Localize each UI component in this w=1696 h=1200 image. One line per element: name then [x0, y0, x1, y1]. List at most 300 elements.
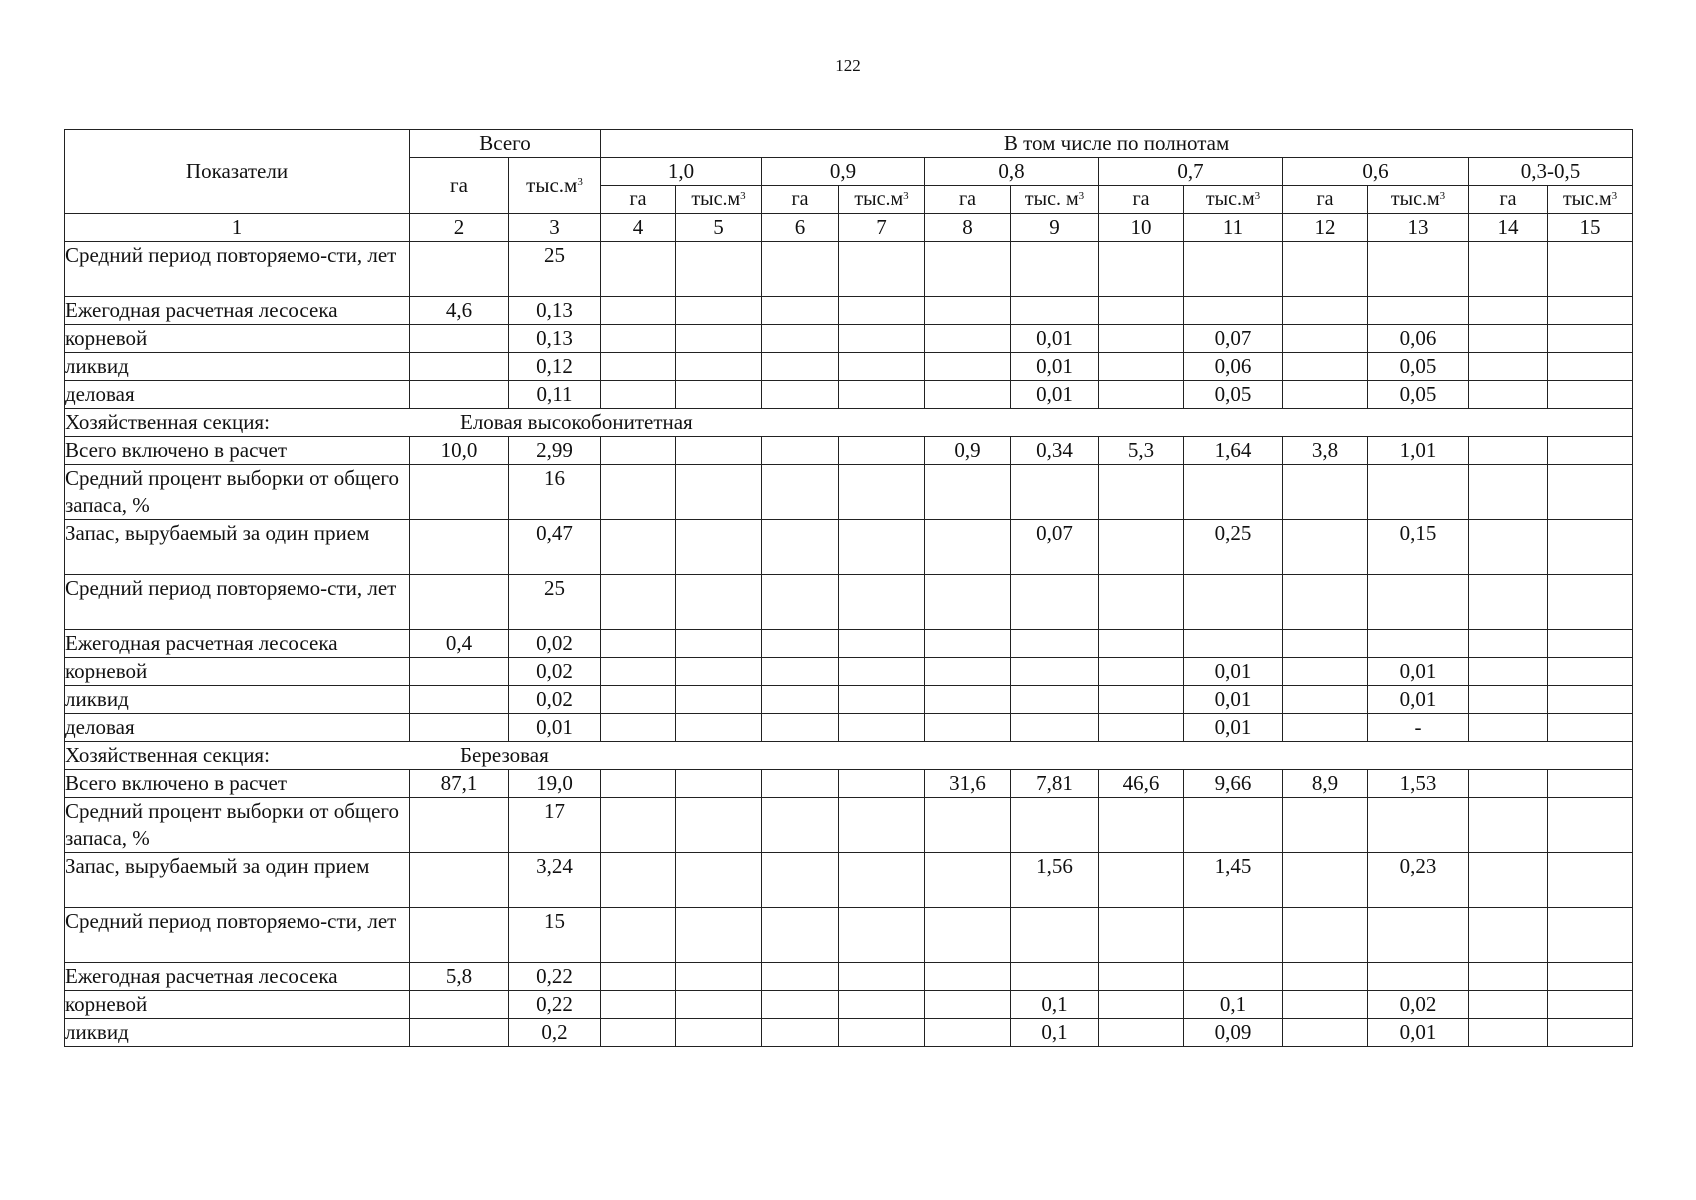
row-label: Запас, вырубаемый за один прием	[65, 853, 410, 908]
table-cell	[925, 520, 1011, 575]
table-cell	[410, 853, 509, 908]
table-cell: 0,01	[1011, 353, 1099, 381]
table-cell	[762, 658, 839, 686]
section-cell	[65, 409, 1633, 437]
table-row	[65, 963, 1633, 991]
table-cell	[1548, 297, 1633, 325]
row-label: ликвид	[65, 1019, 410, 1047]
table-cell: 1,01	[1368, 437, 1469, 465]
table-cell	[676, 353, 762, 381]
table-row	[65, 520, 1633, 575]
table-cell	[1099, 353, 1184, 381]
table-cell	[410, 520, 509, 575]
table-cell	[925, 798, 1011, 853]
subheader-volume: $тыс.м^3$	[1184, 186, 1283, 214]
table-cell: 8,9	[1283, 770, 1368, 798]
table-cell: 0,9	[925, 437, 1011, 465]
table-cell	[839, 853, 925, 908]
table-cell: 3,24	[509, 853, 601, 908]
table-cell	[1099, 575, 1184, 630]
table-cell	[1368, 575, 1469, 630]
table-cell	[1469, 297, 1548, 325]
table-cell	[1011, 686, 1099, 714]
table-cell	[1548, 1019, 1633, 1047]
table-cell	[1099, 242, 1184, 297]
table-cell	[1548, 575, 1633, 630]
table-cell	[1283, 520, 1368, 575]
table-cell	[1469, 520, 1548, 575]
column-number: 15	[1548, 214, 1633, 242]
table-cell	[1368, 798, 1469, 853]
table-cell	[1469, 1019, 1548, 1047]
table-cell	[925, 630, 1011, 658]
row-label: ликвид	[65, 686, 410, 714]
table-cell: 19,0	[509, 770, 601, 798]
table-cell	[1548, 658, 1633, 686]
table-cell	[601, 381, 676, 409]
table-cell	[676, 686, 762, 714]
table-cell	[925, 575, 1011, 630]
table-cell	[925, 242, 1011, 297]
row-label: Ежегодная расчетная лесосека	[65, 630, 410, 658]
table-cell	[1469, 798, 1548, 853]
table-cell: 0,15	[1368, 520, 1469, 575]
table-cell	[1548, 853, 1633, 908]
table-cell	[1548, 714, 1633, 742]
table-cell	[762, 963, 839, 991]
table-cell	[839, 325, 925, 353]
table-cell	[925, 353, 1011, 381]
row-label: Ежегодная расчетная лесосека	[65, 297, 410, 325]
table-cell	[1011, 714, 1099, 742]
table-cell	[601, 325, 676, 353]
subheader-ha: га	[1099, 186, 1184, 214]
table-cell: 25	[509, 575, 601, 630]
header-total-volume: $тыс.м^3$	[509, 158, 601, 214]
table-row	[65, 242, 1633, 297]
table-cell	[1184, 630, 1283, 658]
table-cell	[676, 465, 762, 520]
table-cell: 7,81	[1011, 770, 1099, 798]
table-cell	[1548, 520, 1633, 575]
table-cell	[601, 770, 676, 798]
table-cell	[676, 575, 762, 630]
subheader-ha: га	[1469, 186, 1548, 214]
table-cell: 16	[509, 465, 601, 520]
table-row	[65, 853, 1633, 908]
header-density-4: 0,7	[1099, 158, 1283, 186]
table-cell: 0,05	[1368, 381, 1469, 409]
table-row	[65, 770, 1633, 798]
table-cell: 1,53	[1368, 770, 1469, 798]
table-cell: 87,1	[410, 770, 509, 798]
table-cell	[762, 381, 839, 409]
table-cell	[410, 465, 509, 520]
table-cell	[1283, 381, 1368, 409]
header-total: Всего	[410, 130, 601, 158]
table-cell	[601, 686, 676, 714]
table-cell	[1283, 630, 1368, 658]
table-cell: 0,07	[1011, 520, 1099, 575]
table-cell	[676, 853, 762, 908]
table-cell	[925, 714, 1011, 742]
table-cell	[410, 242, 509, 297]
table-cell	[839, 658, 925, 686]
table-cell	[1548, 908, 1633, 963]
column-number: 14	[1469, 214, 1548, 242]
table-cell	[1469, 465, 1548, 520]
column-number: 1	[65, 214, 410, 242]
page-number: 122	[835, 56, 861, 75]
column-number: 5	[676, 214, 762, 242]
table-cell: 25	[509, 242, 601, 297]
table-row	[65, 798, 1633, 853]
table-row	[65, 297, 1633, 325]
subheader-ha: га	[762, 186, 839, 214]
table-cell	[762, 242, 839, 297]
row-label: Всего включено в расчет	[65, 437, 410, 465]
table-cell	[601, 853, 676, 908]
table-cell	[1283, 714, 1368, 742]
section-name: Еловая высокобонитетная	[460, 410, 693, 434]
header-by-density: В том числе по полнотам	[601, 130, 1633, 158]
table-cell	[1011, 908, 1099, 963]
column-number: 2	[410, 214, 509, 242]
table-cell	[410, 714, 509, 742]
table-cell: 0,01	[1184, 714, 1283, 742]
header-density-6: 0,3-0,5	[1469, 158, 1633, 186]
table-cell	[1184, 908, 1283, 963]
table-cell	[839, 991, 925, 1019]
table-cell	[1099, 798, 1184, 853]
subheader-volume: $тыс.м^3$	[1368, 186, 1469, 214]
table-cell	[1548, 798, 1633, 853]
table-cell	[601, 658, 676, 686]
table-cell	[1011, 297, 1099, 325]
table-cell	[676, 242, 762, 297]
table-cell	[676, 630, 762, 658]
table-cell	[839, 353, 925, 381]
row-label: Ежегодная расчетная лесосека	[65, 963, 410, 991]
table-cell	[1469, 908, 1548, 963]
section-label: Хозяйственная секция:	[65, 410, 270, 434]
table-cell	[1099, 520, 1184, 575]
table-cell	[839, 465, 925, 520]
table-cell	[925, 991, 1011, 1019]
table-cell	[1469, 630, 1548, 658]
table-cell	[925, 853, 1011, 908]
table-cell	[1469, 381, 1548, 409]
table-cell	[1548, 963, 1633, 991]
table-cell	[925, 908, 1011, 963]
table-cell	[1099, 963, 1184, 991]
table-cell	[676, 1019, 762, 1047]
column-number: 8	[925, 214, 1011, 242]
subheader-volume: $тыс.м^3$	[676, 186, 762, 214]
table-cell: 0,47	[509, 520, 601, 575]
table-cell	[1548, 770, 1633, 798]
header-total-ha: га	[410, 158, 509, 214]
table-cell	[1283, 658, 1368, 686]
table-cell	[1283, 853, 1368, 908]
table-cell: 0,01	[1368, 1019, 1469, 1047]
table-cell	[1099, 658, 1184, 686]
table-cell	[676, 437, 762, 465]
row-label: корневой	[65, 658, 410, 686]
column-number: 4	[601, 214, 676, 242]
table-cell: 0,1	[1011, 1019, 1099, 1047]
table-cell	[762, 714, 839, 742]
table-cell: 1,45	[1184, 853, 1283, 908]
table-cell	[762, 991, 839, 1019]
table-cell	[762, 770, 839, 798]
table-cell	[676, 297, 762, 325]
table-cell	[601, 714, 676, 742]
table-cell	[762, 353, 839, 381]
table-cell	[1283, 686, 1368, 714]
header-density-1: 1,0	[601, 158, 762, 186]
table-cell	[762, 686, 839, 714]
row-label: деловая	[65, 714, 410, 742]
table-row	[65, 630, 1633, 658]
column-number: 10	[1099, 214, 1184, 242]
table-cell	[410, 908, 509, 963]
table-cell	[839, 770, 925, 798]
table-cell	[839, 686, 925, 714]
table-cell	[676, 714, 762, 742]
table-cell: 0,07	[1184, 325, 1283, 353]
table-cell: 0,12	[509, 353, 601, 381]
table-cell	[410, 381, 509, 409]
table-cell	[925, 381, 1011, 409]
table-cell	[839, 714, 925, 742]
row-label: Средний период повторяемо-сти, лет	[65, 575, 410, 630]
table-cell: -	[1368, 714, 1469, 742]
table-cell: 0,06	[1368, 325, 1469, 353]
row-label: ликвид	[65, 353, 410, 381]
table-cell	[410, 658, 509, 686]
table-cell: 0,2	[509, 1019, 601, 1047]
table-cell: 5,8	[410, 963, 509, 991]
table-cell	[601, 798, 676, 853]
table-cell	[601, 242, 676, 297]
table-cell	[1283, 908, 1368, 963]
table-cell	[410, 1019, 509, 1047]
table-cell	[410, 353, 509, 381]
table-cell	[839, 242, 925, 297]
column-number: 12	[1283, 214, 1368, 242]
subheader-ha: га	[925, 186, 1011, 214]
table-cell	[1548, 325, 1633, 353]
table-cell: 17	[509, 798, 601, 853]
table-cell	[676, 963, 762, 991]
table-row	[65, 658, 1633, 686]
table-cell	[601, 908, 676, 963]
table-cell: 0,01	[1011, 325, 1099, 353]
section-row	[65, 409, 1633, 437]
table-cell	[1283, 242, 1368, 297]
table-cell	[839, 630, 925, 658]
table-cell	[1368, 242, 1469, 297]
table-cell	[1548, 242, 1633, 297]
table-cell	[1011, 630, 1099, 658]
table-cell	[1099, 908, 1184, 963]
table-cell	[601, 630, 676, 658]
table-cell	[762, 437, 839, 465]
table-cell: 0,01	[1368, 658, 1469, 686]
section-name: Березовая	[460, 743, 549, 767]
table-cell: 3,8	[1283, 437, 1368, 465]
table-cell	[1469, 686, 1548, 714]
table-cell	[676, 991, 762, 1019]
table-cell: 0,4	[410, 630, 509, 658]
section-cell	[65, 742, 1633, 770]
header-density-5: 0,6	[1283, 158, 1469, 186]
table-cell	[1184, 575, 1283, 630]
table-cell	[410, 575, 509, 630]
table-cell	[1283, 963, 1368, 991]
table-cell	[601, 575, 676, 630]
table-cell	[839, 520, 925, 575]
header-indicators: Показатели	[65, 130, 410, 214]
table-row	[65, 325, 1633, 353]
header-density-2: 0,9	[762, 158, 925, 186]
table-cell	[1099, 465, 1184, 520]
table-cell	[1099, 297, 1184, 325]
table-cell: 0,02	[509, 658, 601, 686]
table-cell	[1368, 465, 1469, 520]
table-cell: 0,13	[509, 325, 601, 353]
table-row	[65, 714, 1633, 742]
table-cell	[839, 297, 925, 325]
table-cell	[1548, 686, 1633, 714]
table-cell	[762, 520, 839, 575]
table-cell	[1011, 963, 1099, 991]
table-cell	[1099, 1019, 1184, 1047]
table-cell	[601, 465, 676, 520]
subheader-volume: тыс. $м^3$	[1011, 186, 1099, 214]
table-cell	[601, 991, 676, 1019]
table-cell: 5,3	[1099, 437, 1184, 465]
table-cell	[762, 853, 839, 908]
table-cell	[601, 963, 676, 991]
table-cell	[1283, 1019, 1368, 1047]
table-cell	[1184, 242, 1283, 297]
table-cell	[1283, 575, 1368, 630]
table-cell	[1548, 437, 1633, 465]
table-cell	[676, 798, 762, 853]
data-table	[64, 129, 1633, 1047]
table-cell: 0,11	[509, 381, 601, 409]
table-cell	[925, 658, 1011, 686]
row-label: Средний процент выборки от общего запаса, %	[65, 798, 410, 853]
table-cell	[1099, 325, 1184, 353]
table-cell: 0,01	[1011, 381, 1099, 409]
row-label: Всего включено в расчет	[65, 770, 410, 798]
table-cell: 0,06	[1184, 353, 1283, 381]
table-cell	[1548, 465, 1633, 520]
table-cell	[762, 575, 839, 630]
row-label: корневой	[65, 991, 410, 1019]
row-label: деловая	[65, 381, 410, 409]
column-number: 6	[762, 214, 839, 242]
table-cell: 0,01	[509, 714, 601, 742]
table-row	[65, 1019, 1633, 1047]
table-cell	[1469, 575, 1548, 630]
table-cell	[762, 630, 839, 658]
table-cell	[1368, 908, 1469, 963]
table-cell: 2,99	[509, 437, 601, 465]
table-cell: 0,02	[1368, 991, 1469, 1019]
table-cell	[839, 963, 925, 991]
table-cell	[676, 658, 762, 686]
table-cell: 0,01	[1184, 658, 1283, 686]
table-cell: 0,01	[1184, 686, 1283, 714]
table-cell	[1184, 798, 1283, 853]
subheader-volume: $тыс.м^3$	[1548, 186, 1633, 214]
table-cell: 0,23	[1368, 853, 1469, 908]
table-cell	[762, 297, 839, 325]
table-cell	[601, 437, 676, 465]
table-cell	[1469, 437, 1548, 465]
table-cell	[601, 520, 676, 575]
table-cell: 10,0	[410, 437, 509, 465]
table-cell	[762, 798, 839, 853]
table-cell	[1099, 991, 1184, 1019]
table-cell	[410, 686, 509, 714]
table-cell	[1283, 325, 1368, 353]
column-number: 11	[1184, 214, 1283, 242]
section-label: Хозяйственная секция:	[65, 743, 270, 767]
table-cell	[925, 1019, 1011, 1047]
table-cell	[1469, 770, 1548, 798]
table-cell	[1469, 963, 1548, 991]
column-number: 9	[1011, 214, 1099, 242]
table-cell	[839, 381, 925, 409]
table-cell: 1,56	[1011, 853, 1099, 908]
table-cell	[1099, 630, 1184, 658]
table-cell: 0,13	[509, 297, 601, 325]
table-row	[65, 908, 1633, 963]
table-cell	[676, 770, 762, 798]
table-cell: 0,22	[509, 991, 601, 1019]
table-cell	[676, 520, 762, 575]
table-cell	[1469, 658, 1548, 686]
table-cell	[1469, 242, 1548, 297]
table-cell	[1469, 325, 1548, 353]
table-cell	[839, 437, 925, 465]
table-cell	[1548, 353, 1633, 381]
table-cell	[1184, 465, 1283, 520]
table-cell: 0,25	[1184, 520, 1283, 575]
row-label: Средний период повторяемо-сти, лет	[65, 242, 410, 297]
table-cell	[1011, 575, 1099, 630]
table-cell	[1099, 686, 1184, 714]
table-cell	[762, 465, 839, 520]
table-cell	[410, 991, 509, 1019]
table-cell	[1011, 658, 1099, 686]
table-cell: 15	[509, 908, 601, 963]
table-cell	[1011, 465, 1099, 520]
table-cell: 0,02	[509, 630, 601, 658]
table-cell	[1099, 853, 1184, 908]
table-cell: 31,6	[925, 770, 1011, 798]
table-cell	[1469, 991, 1548, 1019]
table-cell	[1283, 465, 1368, 520]
subheader-ha: га	[601, 186, 676, 214]
table-cell: 9,66	[1184, 770, 1283, 798]
table-cell	[601, 1019, 676, 1047]
